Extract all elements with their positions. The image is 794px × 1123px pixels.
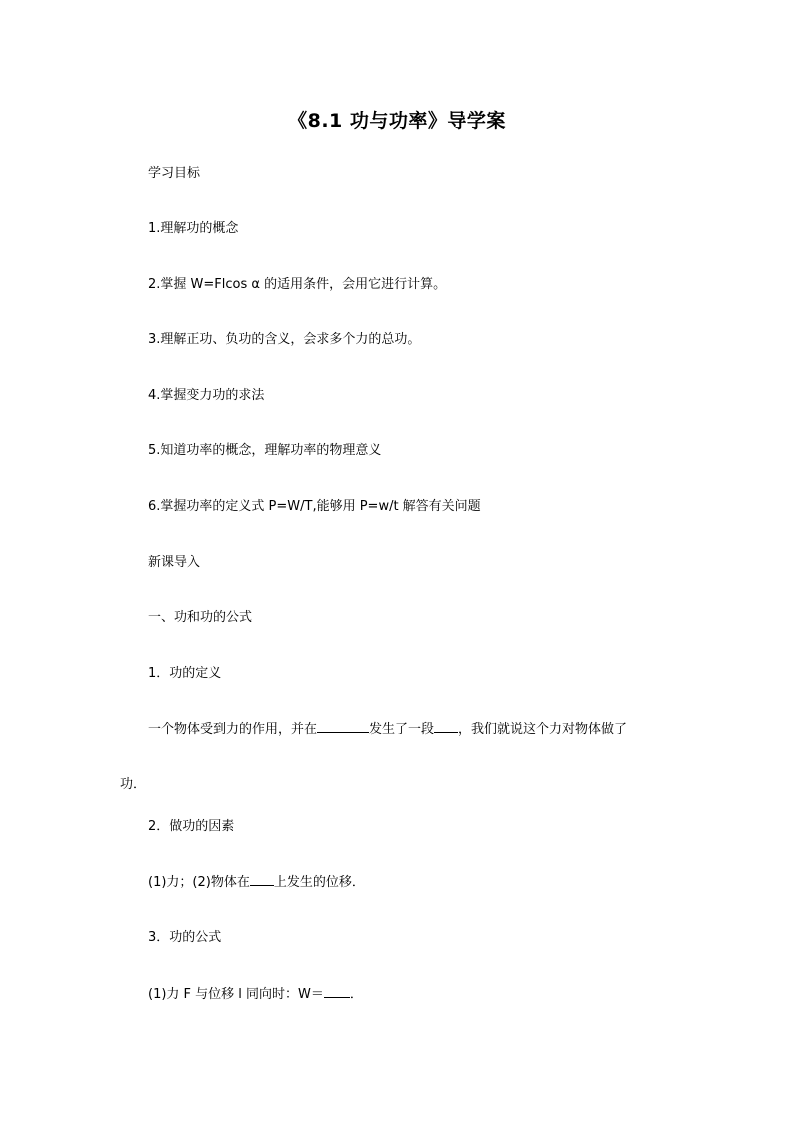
definition-text-3: ，我们就说这个力对物体做了 <box>458 722 628 737</box>
objective-item-4: 4.掌握变力功的求法 <box>148 388 265 403</box>
factors-line <box>148 873 365 892</box>
definition-text-4: 功． <box>120 777 147 792</box>
formula-blank[interactable] <box>324 985 350 998</box>
objective-item-3: 3.理解正功、负功的含义，会求多个力的总功。 <box>148 332 421 347</box>
formula-line <box>148 985 363 1004</box>
formula-heading: 3．功的公式 <box>148 930 222 945</box>
objectives-heading: 学习目标 <box>148 166 201 181</box>
objective-item-6: 6.掌握功率的定义式 P=W/T,能够用 P=w/t 解答有关问题 <box>148 499 481 514</box>
definition-text-2: 发生了一段 <box>369 722 435 737</box>
objective-item-2: 2.掌握 W=Flcos α 的适用条件，会用它进行计算。 <box>148 277 447 292</box>
formula-text-2: ． <box>349 987 363 1002</box>
section-title: 一、功和功的公式 <box>148 610 253 625</box>
formula-text-1: (1)力 F 与位移 l 同向时：W＝ <box>148 987 324 1002</box>
objective-item-1: 1.理解功的概念 <box>148 221 239 236</box>
definition-blank-1[interactable] <box>317 720 369 733</box>
factors-heading: 2．做功的因素 <box>148 819 235 834</box>
definition-text-1: 一个物体受到力的作用，并在 <box>148 722 318 737</box>
factors-text-1: (1)力；(2)物体在 <box>148 875 250 890</box>
page-title: 《8.1 功与功率》导学案 <box>288 110 506 132</box>
factors-blank[interactable] <box>250 873 274 886</box>
definition-blank-2[interactable] <box>434 720 458 733</box>
factors-text-2: 上发生的位移． <box>273 875 365 890</box>
definition-heading: 1．功的定义 <box>148 666 222 681</box>
intro-heading: 新课导入 <box>148 555 201 570</box>
objective-item-5: 5.知道功率的概念，理解功率的物理意义 <box>148 443 382 458</box>
definition-paragraph <box>120 720 680 794</box>
